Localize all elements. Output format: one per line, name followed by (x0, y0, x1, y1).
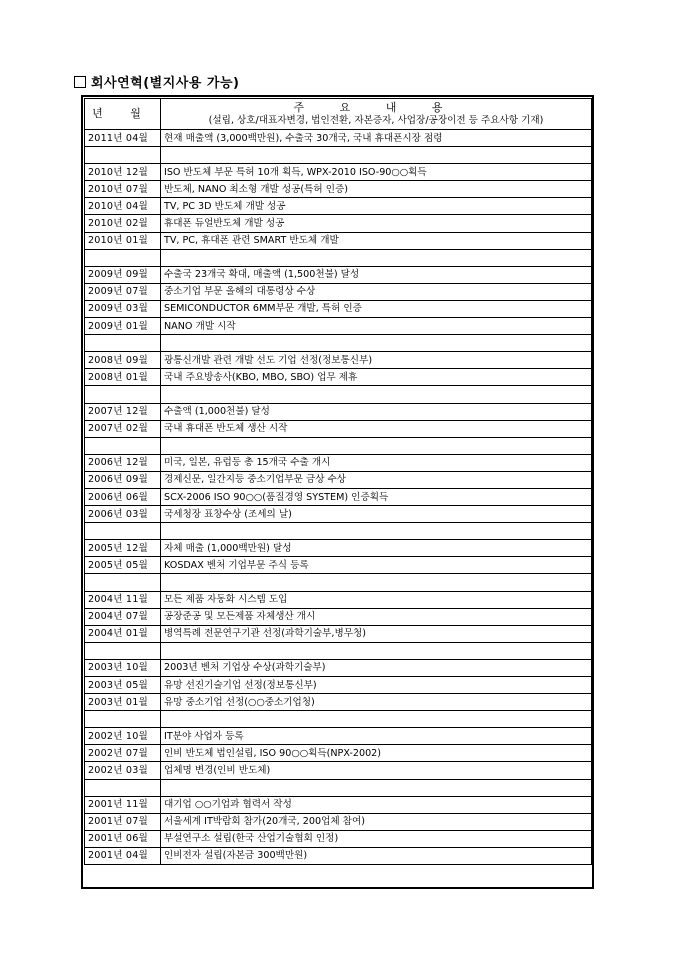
row-content: KOSDAX 벤처 기업부문 주식 등록 (161, 557, 592, 574)
table-row (85, 181, 592, 198)
row-date: 2006년 03월 (85, 506, 161, 523)
table-row (85, 659, 592, 676)
row-date: 2006년 06월 (85, 488, 161, 505)
table-row (85, 574, 592, 591)
table-row (85, 454, 592, 471)
row-content: 인비전자 설립(자본금 300백만원) (161, 847, 592, 864)
row-content: SCX-2006 ISO 90○○(품질경영 SYSTEM) 인증획득 (161, 488, 592, 505)
row-content (161, 437, 592, 454)
table-row (85, 403, 592, 420)
table-row (85, 283, 592, 300)
row-content: 중소기업 부문 올해의 대통령상 수상 (161, 283, 592, 300)
table-row (85, 557, 592, 574)
row-content: 유망 중소기업 선정(○○중소기업청) (161, 694, 592, 711)
row-content: ISO 반도체 부문 특허 10개 획득, WPX-2010 ISO-90○○획득 (161, 164, 592, 181)
row-date (85, 437, 161, 454)
row-content: 국세청장 표창수상 (조세의 날) (161, 506, 592, 523)
row-content: 광통신개발 관련 개발 선도 기업 선정(정보통신부) (161, 352, 592, 369)
table-row (85, 523, 592, 540)
header-content (161, 99, 592, 130)
row-date: 2002년 07월 (85, 745, 161, 762)
table-row (85, 745, 592, 762)
page-title (74, 72, 240, 91)
row-date: 2005년 12월 (85, 540, 161, 557)
table-row (85, 471, 592, 488)
table-row (85, 318, 592, 335)
row-content (161, 249, 592, 266)
row-content: 국내 주요방송사(KBO, MBO, SBO) 업무 제휴 (161, 369, 592, 386)
header-date (85, 99, 161, 130)
row-content (161, 574, 592, 591)
checkbox-square-icon (74, 76, 86, 88)
row-content (161, 711, 592, 728)
row-content: SEMICONDUCTOR 6MM부문 개발, 특허 인증 (161, 300, 592, 317)
table-row (85, 762, 592, 779)
row-date (85, 779, 161, 796)
table-row (85, 711, 592, 728)
row-content (161, 779, 592, 796)
row-content (161, 147, 592, 164)
row-content: 인비 반도체 법인설립, ISO 90○○획득(NPX-2002) (161, 745, 592, 762)
header-date-label: 년 월 (92, 107, 153, 120)
row-date: 2002년 10월 (85, 728, 161, 745)
row-date (85, 711, 161, 728)
row-content: 반도체, NANO 최소형 개발 성공(특허 인증) (161, 181, 592, 198)
row-content: 휴대폰 듀얼반도체 개발 성공 (161, 215, 592, 232)
table-row (85, 386, 592, 403)
row-date: 2007년 12월 (85, 403, 161, 420)
table-body (85, 130, 592, 865)
table-row (85, 694, 592, 711)
row-content: 서울세계 IT박람회 참가(20개국, 200업체 참여) (161, 813, 592, 830)
row-date: 2003년 01월 (85, 694, 161, 711)
row-content: 수출국 23개국 확대, 매출액 (1,500천불) 달성 (161, 266, 592, 283)
table-row (85, 728, 592, 745)
table-row (85, 300, 592, 317)
row-content (161, 642, 592, 659)
row-date (85, 523, 161, 540)
table-row (85, 198, 592, 215)
row-content: 대기업 ○○기업과 협력서 작성 (161, 796, 592, 813)
table-row (85, 608, 592, 625)
table-row (85, 591, 592, 608)
row-content: 수출액 (1,000천불) 달성 (161, 403, 592, 420)
table-header-row (85, 99, 592, 130)
table-row (85, 369, 592, 386)
row-date: 2011년 04월 (85, 130, 161, 147)
row-date: 2004년 07월 (85, 608, 161, 625)
row-date: 2002년 03월 (85, 762, 161, 779)
page-title-text: 회사연혁(별지사용 가능) (91, 76, 240, 91)
table-row (85, 779, 592, 796)
row-date: 2005년 05월 (85, 557, 161, 574)
row-date (85, 249, 161, 266)
row-date (85, 642, 161, 659)
row-content: TV, PC 3D 반도체 개발 성공 (161, 198, 592, 215)
header-content-label: 주 요 내 용 (293, 101, 459, 114)
table-row (85, 796, 592, 813)
row-content (161, 523, 592, 540)
row-date: 2001년 07월 (85, 813, 161, 830)
row-content (161, 386, 592, 403)
table-row (85, 232, 592, 249)
row-date: 2003년 10월 (85, 659, 161, 676)
row-date: 2010년 12월 (85, 164, 161, 181)
table-row (85, 352, 592, 369)
row-date: 2010년 04월 (85, 198, 161, 215)
table-row (85, 847, 592, 864)
row-content: 업체명 변경(인비 반도체) (161, 762, 592, 779)
row-content: 미국, 일본, 유럽등 총 15개국 수출 개시 (161, 454, 592, 471)
table-row (85, 642, 592, 659)
row-content: 자체 매출 (1,000백만원) 달성 (161, 540, 592, 557)
row-date (85, 386, 161, 403)
row-content: 유망 선진기술기업 선정(정보통신부) (161, 677, 592, 694)
row-content: 2003년 벤처 기업상 수상(과학기술부) (161, 659, 592, 676)
table-row (85, 130, 592, 147)
row-content: IT분야 사업자 등록 (161, 728, 592, 745)
row-date (85, 335, 161, 352)
table-row (85, 164, 592, 181)
table-row (85, 420, 592, 437)
table-row (85, 215, 592, 232)
row-date (85, 574, 161, 591)
row-content: 병역특례 전문연구기관 선정(과학기술부,병무청) (161, 625, 592, 642)
row-date: 2009년 07월 (85, 283, 161, 300)
row-content: 부설연구소 설립(한국 산업기술협회 인정) (161, 830, 592, 847)
row-date: 2004년 01월 (85, 625, 161, 642)
row-date: 2010년 07월 (85, 181, 161, 198)
row-date: 2001년 11월 (85, 796, 161, 813)
row-date: 2001년 06월 (85, 830, 161, 847)
row-content: TV, PC, 휴대폰 관련 SMART 반도체 개발 (161, 232, 592, 249)
row-content (161, 335, 592, 352)
row-content: 현재 매출액 (3,000백만원), 수출국 30개국, 국내 휴대폰시장 점령 (161, 130, 592, 147)
row-date: 2009년 03월 (85, 300, 161, 317)
table-row (85, 488, 592, 505)
table-row (85, 830, 592, 847)
table-row (85, 335, 592, 352)
row-date: 2009년 09월 (85, 266, 161, 283)
row-date: 2001년 04월 (85, 847, 161, 864)
row-date: 2007년 02월 (85, 420, 161, 437)
table-row (85, 249, 592, 266)
row-date (85, 147, 161, 164)
row-content: 경제신문, 일간지등 중소기업부문 금상 수상 (161, 471, 592, 488)
row-content: 국내 휴대폰 반도체 생산 시작 (161, 420, 592, 437)
header-content-sublabel: (설립, 상호/대표자변경, 법인전환, 자본증자, 사업장/공장이전 등 주요사항 기재) (208, 115, 544, 126)
row-date: 2008년 01월 (85, 369, 161, 386)
row-content: NANO 개발 시작 (161, 318, 592, 335)
table-row (85, 147, 592, 164)
company-history-table (84, 98, 592, 865)
row-date: 2006년 12월 (85, 454, 161, 471)
row-date: 2008년 09월 (85, 352, 161, 369)
table-row (85, 266, 592, 283)
row-date: 2004년 11월 (85, 591, 161, 608)
row-date: 2010년 02월 (85, 215, 161, 232)
table-row (85, 677, 592, 694)
table-row (85, 506, 592, 523)
row-content: 공장준공 및 모든제품 자체생산 개시 (161, 608, 592, 625)
row-content: 모든 제품 자동화 시스템 도입 (161, 591, 592, 608)
row-date: 2003년 05월 (85, 677, 161, 694)
row-date: 2009년 01월 (85, 318, 161, 335)
table-row (85, 625, 592, 642)
row-date: 2006년 09월 (85, 471, 161, 488)
row-date: 2010년 01월 (85, 232, 161, 249)
table-row (85, 540, 592, 557)
table-row (85, 437, 592, 454)
table-row (85, 813, 592, 830)
